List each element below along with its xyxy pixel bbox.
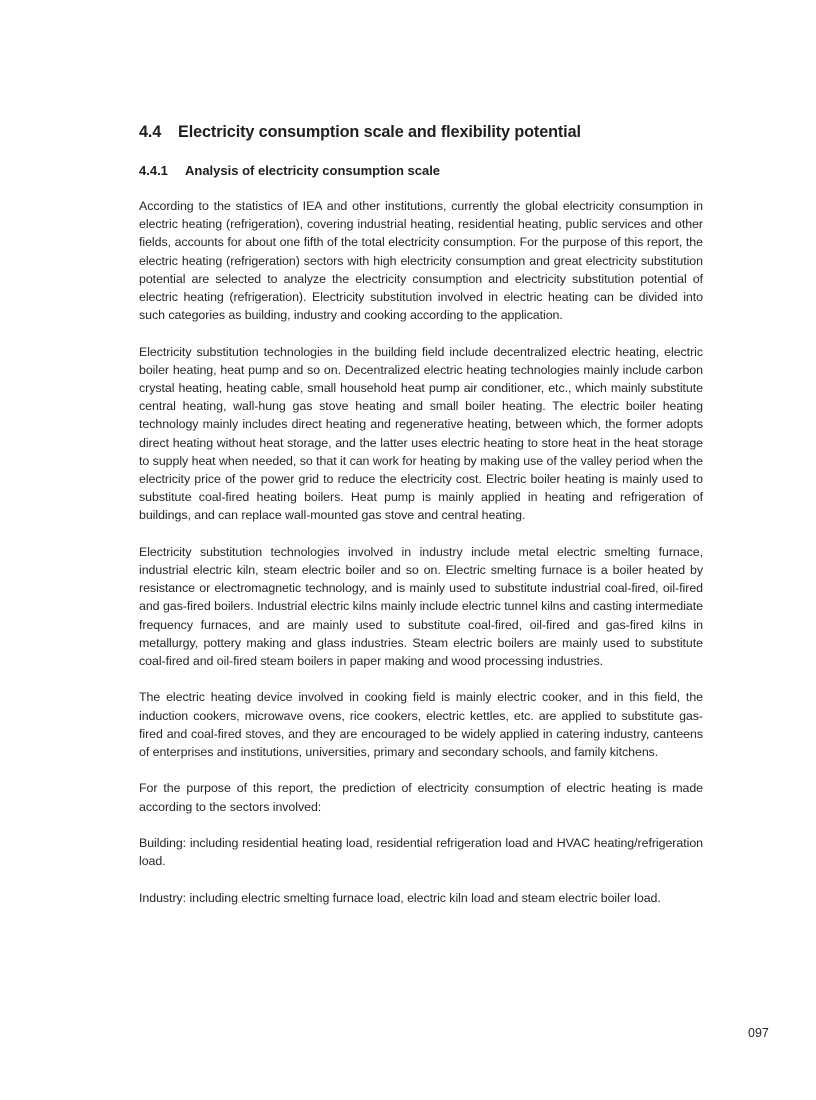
page-number: 097 [748, 1026, 769, 1040]
paragraph-prediction-intro: For the purpose of this report, the prediction of electricity consumption of electric heating is made according to the sectors involved: [139, 781, 703, 814]
paragraph-industry-sector: Industry: including electric smelting furnace load, electric kiln load and steam electric boiler load. [139, 890, 661, 905]
subsection-number: 4.4.1 [139, 163, 168, 178]
subsection-heading [139, 163, 739, 178]
paragraph-building-sector: Building: including residential heating load, residential refrigeration load and HVAC heating/refrigeration load. [139, 836, 703, 869]
subsection-title: Analysis of electricity consumption scale [185, 163, 441, 178]
paragraph-building: Electricity substitution technologies in the building field include decentralized electric heating, electric boiler heating, heat pump and so on. Decentralized electric heating technologies mainly include carbon crystal heating, heating cable, small household heat pump air conditioner, etc., which mainly substitute central heating, wall-hung gas stove heating and small boiler heating. The electric boiler heating technology mainly includes direct heating and regenerative heating, between which, the former adopts direct heating without heat storage, and the latter uses electric heating to store heat in the heat storage to supply heat when needed, so that it can work for heating by making use of the valley period when the electricity price of the power grid to reduce the electricity cost. Electric boiler heating is mainly used to substitute coal-fired heating boilers. Heat pump is mainly applied in heating and refrigeration of buildings, and can replace wall-mounted gas stove and central heating. [139, 344, 703, 523]
paragraph-industry: Electricity substitution technologies involved in industry include metal electric smelting furnace, industrial electric kiln, steam electric boiler and so on. Electric smelting furnace is a boiler heated by resistance or electromagnetic technology, and is mainly used to substitute industrial coal-fired, oil-fired and gas-fired boilers. Industrial electric kilns mainly include electric tunnel kilns and casting intermediate frequency furnaces, and are mainly used to substitute coal-fired, oil-fired and gas-fired kilns in metallurgy, pottery making and glass industries. Steam electric boilers are mainly used to substitute coal-fired and oil-fired steam boilers in paper making and wood processing industries. [139, 544, 703, 669]
section-title: Electricity consumption scale and flexibility potential [178, 123, 581, 141]
paragraph-overview: According to the statistics of IEA and other institutions, currently the global electricity consumption in electric heating (refrigeration), covering industrial heating, residential heating, public services and other fields, accounts for about one fifth of the total electricity consumption. For the purpose of this report, the electric heating (refrigeration) sectors with high electricity consumption and great electricity substitution potential are selected to analyze the electricity consumption and electricity substitution potential of electric heating (refrigeration). Electricity substitution involved in electric heating can be divided into such categories as building, industry and cooking according to the application. [139, 199, 703, 323]
body-text [139, 197, 703, 925]
section-heading [139, 123, 739, 142]
paragraph-cooking: The electric heating device involved in cooking field is mainly electric cooker, and in this field, the induction cookers, microwave ovens, rice cookers, electric kettles, etc. are applied to substitute gas-fired and coal-fired stoves, and they are encouraged to be widely applied in catering industry, canteens of enterprises and institutions, universities, primary and secondary schools, and family kitchens. [139, 690, 703, 760]
section-number: 4.4 [139, 123, 162, 141]
